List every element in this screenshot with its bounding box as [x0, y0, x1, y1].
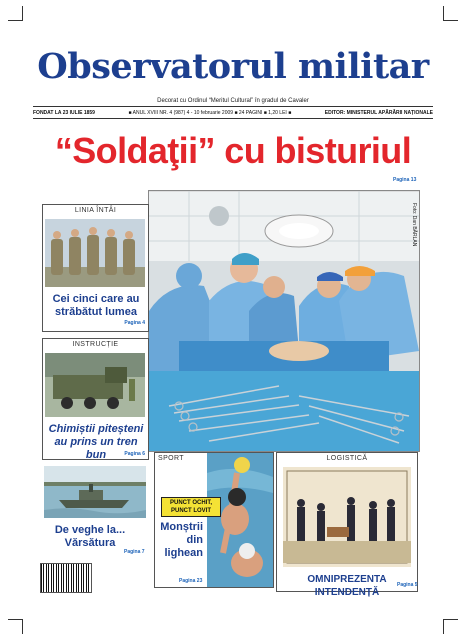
caption-line: Monștrii: [160, 521, 203, 533]
surgery-illustration: [149, 191, 419, 451]
section-linia-intai[interactable]: [42, 204, 149, 332]
barcode: [40, 563, 92, 593]
founded-text: FONDAT LA 23 IULIE 1859: [33, 109, 95, 116]
headline-page-ref[interactable]: Pagina 13: [393, 177, 417, 183]
page-ref[interactable]: Pagina 7: [124, 549, 145, 555]
section-label: LOGISTICĂ: [326, 455, 368, 462]
section-caption: OMNIPREZENTA INTENDENȚĂ: [307, 574, 387, 598]
section-sport[interactable]: [154, 452, 274, 588]
section-label: SPORT: [158, 455, 184, 462]
section-logistica[interactable]: [276, 452, 418, 598]
caption-line: Vărsătura: [64, 537, 116, 549]
soldiers-photo: [45, 219, 145, 287]
caption-line: din: [186, 534, 203, 546]
photo-credit: Foto: Dan BĂRLAN: [411, 203, 417, 247]
historic-illustration: [283, 467, 411, 567]
caption-line: De veghe la...: [54, 524, 126, 536]
military-vehicle-photo: [45, 353, 145, 417]
main-headline[interactable]: “Soldaţii” cu bisturiul: [54, 130, 412, 171]
crop-mark: [443, 6, 458, 21]
section-instructie[interactable]: [42, 338, 149, 460]
waterpolo-photo: [207, 453, 273, 587]
section-caption: Cei cinci care au străbătut lumea: [52, 293, 140, 318]
sport-caption: [157, 521, 203, 560]
page-ref: Pagina 4: [124, 320, 145, 326]
section-label: INSTRUCȚIE: [72, 341, 119, 348]
surgery-photo[interactable]: [148, 190, 420, 452]
crop-mark: [8, 6, 23, 21]
section-caption: Chimiștii piteșteni au prins un tren bun: [48, 423, 144, 461]
crop-mark: [8, 619, 23, 634]
section-label: LINIA ÎNTÂI: [74, 207, 117, 214]
decoration-line: Decorat cu Ordinul “Meritul Cultural” în gradul de Cavaler: [157, 98, 309, 104]
caption-line: lighean: [164, 547, 203, 559]
page-ref: Pagina 6: [124, 451, 145, 457]
issue-text: ■ ANUL XVIII NR. 4 (987) 4 - 10 februarie 2009 ■ 24 PAGINI ■ 1,20 LEI ■: [128, 109, 292, 116]
sport-badge: PUNCT OCHIT, PUNCT LOVIT: [161, 497, 221, 517]
issue-info-bar: [33, 106, 433, 119]
page-ref: Pagina 23: [179, 578, 203, 584]
newspaper-title: Observatorul militar: [37, 46, 429, 87]
varsatura-caption: [44, 524, 136, 550]
crop-mark: [443, 619, 458, 634]
boat-photo[interactable]: [44, 466, 146, 518]
page-ref[interactable]: Pagina 5: [397, 582, 418, 588]
editor-text: EDITOR: MINISTERUL APĂRĂRII NAȚIONALE: [324, 109, 433, 116]
